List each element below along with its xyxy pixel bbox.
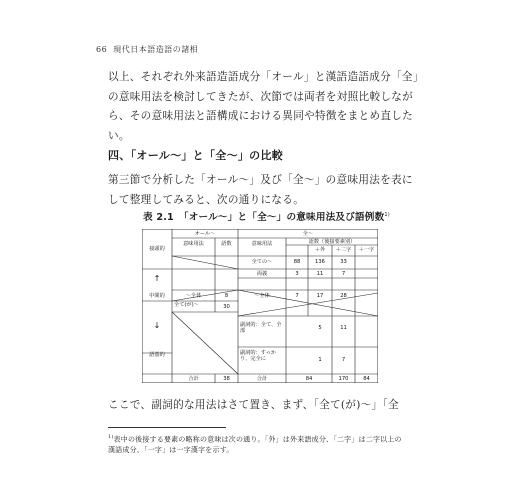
row3-oru-count: 8 <box>224 293 229 299</box>
header-plus-niji: ＋二字 <box>335 247 352 253</box>
total-oru-label: 合計 <box>188 376 199 382</box>
footnote <box>108 432 408 456</box>
row2-niji: 11 <box>316 271 324 277</box>
row3-gai: 7 <box>295 293 299 299</box>
running-header <box>96 44 198 55</box>
footnote-mark: 1) <box>108 434 114 440</box>
paragraph-3: ここで、副詞的な用法はさて置き、まず、「全て(が)～」「全 <box>108 399 399 411</box>
row5-ichiji: 11 <box>340 325 347 331</box>
side-label-settou: 接頭的 <box>149 246 165 252</box>
row5-niji: 5 <box>318 325 322 331</box>
row1-ichiji: 33 <box>340 259 347 265</box>
down-arrow: ↓ <box>153 321 161 330</box>
row3-niji: 17 <box>316 293 324 299</box>
up-arrow: ↑ <box>153 274 161 283</box>
header-oru-count: 語数 <box>221 241 232 247</box>
table-caption-text: 表 2.1 「オール～」と「全～」の意味用法及び語例数 <box>143 212 385 223</box>
row3-ichiji: 28 <box>340 293 347 299</box>
book-title: 現代日本語造語の諸相 <box>113 45 199 54</box>
side-label-gokiso: 語基的 <box>149 352 165 358</box>
paragraph-1: 以上、それぞれ外来語造語成分「オール」と漢語造語成分「全」の意味用法を検討してきたが、次節では両者を対照比較しながら、その意味用法と語構成における異同や特徴をまとめ直したい。 <box>108 71 419 142</box>
row2-ichiji: 7 <box>341 271 346 277</box>
row1-niji: 136 <box>315 259 325 265</box>
footnote-rule <box>108 427 226 428</box>
header-zen-usage: 意味用法 <box>251 241 273 247</box>
table-caption <box>143 209 390 223</box>
row2-usage: 両義 <box>256 271 268 277</box>
row6-ichiji: 7 <box>341 357 346 363</box>
row6-usage: 副詞的：すっかり、完全に <box>240 350 277 363</box>
row3-usage: ～全体 <box>254 293 270 299</box>
usage-table <box>142 229 378 383</box>
header-oru-usage: 意味用法 <box>183 241 204 247</box>
header-oru: オール～ <box>194 231 216 237</box>
total-zen-label: 合計 <box>256 376 268 382</box>
row1-usage: 全ての～ <box>251 259 273 265</box>
header-zen: 全～ <box>302 231 314 237</box>
row4-oru-count: 30 <box>223 304 230 310</box>
row6-niji: 1 <box>318 357 322 363</box>
section-heading: 四、「オール～」と「全～」の比較 <box>108 149 284 162</box>
header-plus-gai: ＋外 <box>314 247 326 253</box>
footnote-text: 表中の後接する要素の略称の意味は次の通り。「外」は外来語成分、「二字」は二字以上の漢語成分、「一字」は一字漢字を示す。 <box>108 435 402 455</box>
row4-oru-usage: 全て(が)～ <box>174 302 199 308</box>
row2-gai: 3 <box>295 271 299 277</box>
header-plus-ichiji: ＋一字 <box>358 247 375 253</box>
total-ichiji: 84 <box>363 376 370 382</box>
side-label-chukan: 中間的 <box>149 293 165 299</box>
table-caption-note: 1) <box>384 211 390 218</box>
paragraph-2: 第三節で分析した「オール～」及び「全～」の意味用法を表にして整理してみると、次の通りになる。 <box>108 174 413 206</box>
row5-usage: 副詞的：全て、全部 <box>240 322 282 335</box>
header-zen-count: 語数（後接要素別） <box>308 239 356 245</box>
total-oru-value: 38 <box>223 376 230 382</box>
total-niji: 170 <box>338 376 349 382</box>
page-number: 66 <box>96 45 108 54</box>
row3-oru-usage: ～全体 <box>185 293 202 299</box>
total-gai: 84 <box>305 376 313 382</box>
row1-gai: 88 <box>293 259 301 265</box>
